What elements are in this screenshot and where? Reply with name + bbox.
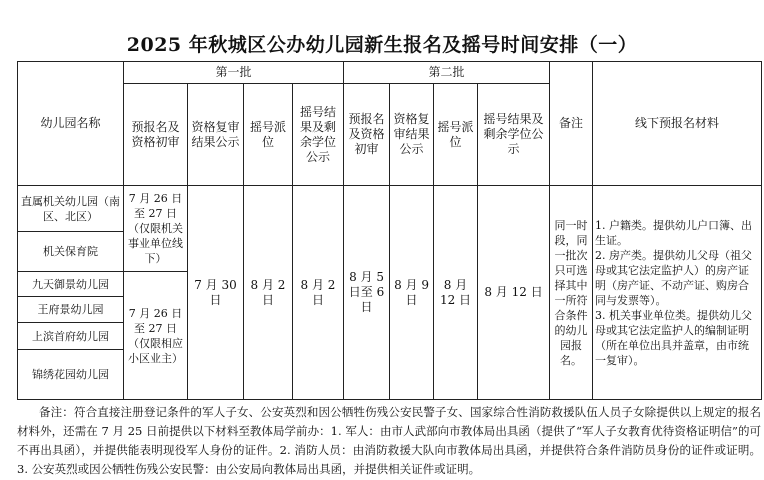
b2-review: 8 月 9 日 <box>390 186 434 400</box>
material-item: 1. 户籍类。提供幼儿户口簿、出生证。 <box>595 218 753 247</box>
materials-cell <box>593 186 762 400</box>
kindergarten-name: 锦绣花园幼儿园 <box>18 350 124 400</box>
remark-cell: 同一时段，同一批次只可选择其中一所符合条件的幼儿园报名。 <box>550 186 593 400</box>
header-materials: 线下预报名材料 <box>593 62 762 186</box>
b1-lottery: 8 月 2 日 <box>244 186 293 400</box>
header-b2-prereg: 预报名及资格初审 <box>344 84 390 186</box>
header-b2-result: 摇号结果及剩余学位公示 <box>478 84 550 186</box>
b1-prereg-a: 7 月 26 日至 27 日（仅限机关事业单位线下） <box>124 186 188 272</box>
header-batch1: 第一批 <box>124 62 344 84</box>
kindergarten-name: 王府景幼儿园 <box>18 297 124 323</box>
b2-prereg: 8 月 5 日至 6 日 <box>344 186 390 400</box>
b1-review: 7 月 30 日 <box>188 186 244 400</box>
schedule-table <box>17 61 762 400</box>
page-title: 2025 年秋城区公办幼儿园新生报名及摇号时间安排（一） <box>126 34 638 56</box>
header-b1-review: 资格复审结果公示 <box>188 84 244 186</box>
kindergarten-name: 直属机关幼儿园（南区、北区） <box>18 186 124 232</box>
header-b1-lottery: 摇号派位 <box>244 84 293 186</box>
kindergarten-name: 机关保育院 <box>18 232 124 272</box>
kindergarten-name: 九天御景幼儿园 <box>18 272 124 297</box>
footnote: 备注：符合直接注册登记条件的军人子女、公安英烈和因公牺牲伤残公安民警子女、国家综合性消防救援队伍人员子女除提供以上规定的报名材料外，还需在 7 月 25 日前提供以下材料至教体局学前办：1. 军人：由市人武部向市教体局出具函（提供了“军人子女教育优待资格证明信”的可不再出具函），并提供能表明现役军人身份的证件。2. 消防人员：由消防救援大队向市教体局出具函，并提供符合条件消防员身份的证件或证明。3. 公安英烈或因公牺牲伤残公安民警：由公安局向教体局出具函，并提供相关证件或证明。 <box>17 405 761 476</box>
b1-prereg-b: 7 月 26 日至 27 日（仅限相应小区业主） <box>124 272 188 400</box>
b1-result: 8 月 2 日 <box>293 186 344 400</box>
header-kindergarten: 幼儿园名称 <box>18 62 124 186</box>
b2-result: 8 月 12 日 <box>478 186 550 400</box>
header-b2-lottery: 摇号派位 <box>434 84 478 186</box>
header-b1-result: 摇号结果及剩余学位公示 <box>293 84 344 186</box>
kindergarten-name: 上滨首府幼儿园 <box>18 323 124 350</box>
b2-lottery: 8 月 12 日 <box>434 186 478 400</box>
header-b2-review: 资格复审结果公示 <box>390 84 434 186</box>
header-remark: 备注 <box>550 62 593 186</box>
header-batch2: 第二批 <box>344 62 550 84</box>
header-b1-prereg: 预报名及资格初审 <box>124 84 188 186</box>
material-item: 3. 机关事业单位类。提供幼儿父母或其它法定监护人的编制证明（所在单位出具并盖章，由市统一复审）。 <box>595 308 753 367</box>
material-item: 2. 房产类。提供幼儿父母（祖父母或其它法定监护人）的房产证明（房产证、不动产证、购房合同与发票等）。 <box>595 248 753 307</box>
